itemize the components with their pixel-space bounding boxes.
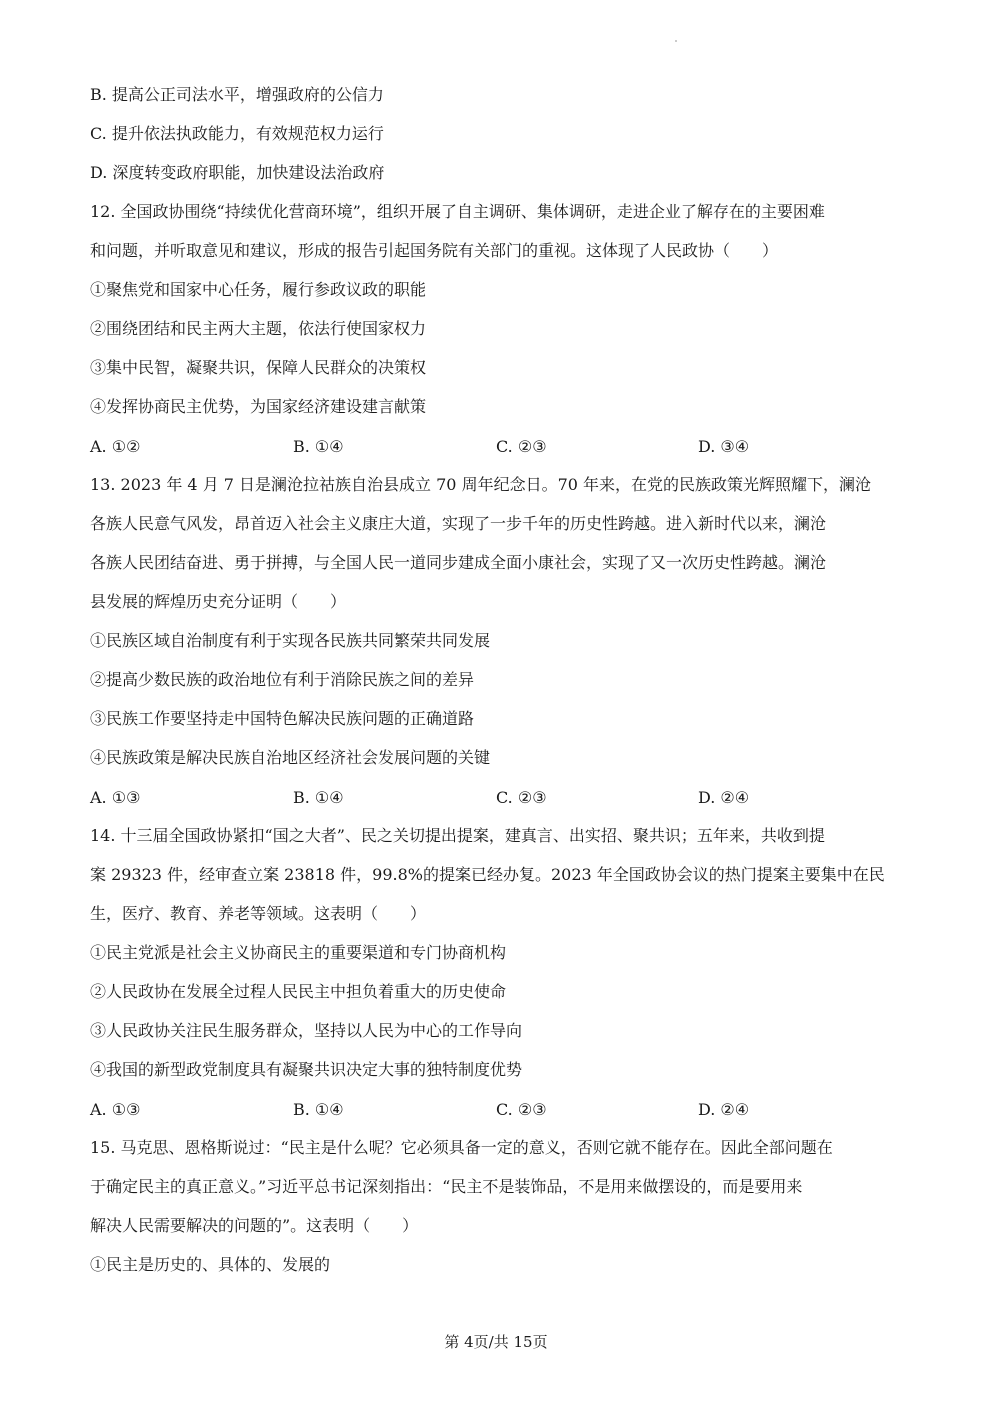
q14-choice-d[interactable]: D. ②④ bbox=[698, 1100, 750, 1119]
q13-stem-line: 县发展的辉煌历史充分证明（ ） bbox=[90, 592, 347, 611]
q14-statement: ①民主党派是社会主义协商民主的重要渠道和专门协商机构 bbox=[90, 943, 507, 962]
q13-choice-a[interactable]: A. ①③ bbox=[90, 788, 141, 807]
q13-choice-b[interactable]: B. ①④ bbox=[293, 788, 344, 807]
q12-statement: ①聚焦党和国家中心任务，履行参政议政的职能 bbox=[90, 280, 427, 299]
q13-stem-line: 各族人民团结奋进、勇于拼搏，与全国人民一道同步建成全面小康社会，实现了又一次历史性跨越。澜沧 bbox=[90, 553, 827, 572]
q12-choice-c[interactable]: C. ②③ bbox=[496, 437, 547, 456]
q14-stem-line: 生，医疗、教育、养老等领域。这表明（ ） bbox=[90, 904, 427, 923]
q12-stem-line: 和问题，并听取意见和建议，形成的报告引起国务院有关部门的重视。这体现了人民政协（ ） bbox=[90, 241, 779, 260]
q12-statement: ②围绕团结和民主两大主题，依法行使国家权力 bbox=[90, 319, 427, 338]
q11-option-c: C. 提升依法执政能力，有效规范权力运行 bbox=[90, 124, 384, 143]
q14-statement: ③人民政协关注民生服务群众，坚持以人民为中心的工作导向 bbox=[90, 1021, 523, 1040]
q13-stem-line: 13. 2023 年 4 月 7 日是澜沧拉祜族自治县成立 70 周年纪念日。70 年来，在党的民族政策光辉照耀下，澜沧 bbox=[90, 475, 872, 494]
q12-choice-a[interactable]: A. ①② bbox=[90, 437, 141, 456]
q12-choice-d[interactable]: D. ③④ bbox=[698, 437, 750, 456]
q13-choice-c[interactable]: C. ②③ bbox=[496, 788, 547, 807]
q13-statement: ②提高少数民族的政治地位有利于消除民族之间的差异 bbox=[90, 670, 475, 689]
q14-stem-line: 14. 十三届全国政协紧扣“国之大者”、民之关切提出提案，建真言、出实招、聚共识；五年来，共收到提 bbox=[90, 826, 825, 845]
page-number: 第 4页/共 15页 bbox=[444, 1333, 548, 1351]
q15-stem-line: 15. 马克思、恩格斯说过：“民主是什么呢？它必须具备一定的意义，否则它就不能存在。因此全部问题在 bbox=[90, 1138, 833, 1157]
q14-statement: ②人民政协在发展全过程人民民主中担负着重大的历史使命 bbox=[90, 982, 507, 1001]
q15-stem-line: 于确定民主的真正意义。”习近平总书记深刻指出：“民主不是装饰品，不是用来做摆设的，而是要用来 bbox=[90, 1177, 803, 1196]
q14-choice-c[interactable]: C. ②③ bbox=[496, 1100, 547, 1119]
q12-stem-line: 12. 全国政协围绕“持续优化营商环境”，组织开展了自主调研、集体调研，走进企业了解存在的主要困难 bbox=[90, 202, 825, 221]
q13-statement: ③民族工作要坚持走中国特色解决民族问题的正确道路 bbox=[90, 709, 475, 728]
q11-option-b: B. 提高公正司法水平，增强政府的公信力 bbox=[90, 85, 384, 104]
q14-choice-b[interactable]: B. ①④ bbox=[293, 1100, 344, 1119]
q14-choice-a[interactable]: A. ①③ bbox=[90, 1100, 141, 1119]
q15-statement: ①民主是历史的、具体的、发展的 bbox=[90, 1255, 331, 1274]
q15-stem-line: 解决人民需要解决的问题的”。这表明（ ） bbox=[90, 1216, 419, 1235]
q14-stem-line: 案 29323 件，经审查立案 23818 件，99.8%的提案已经办复。2023 年全国政协会议的热门提案主要集中在民 bbox=[90, 865, 885, 884]
q13-statement: ④民族政策是解决民族自治地区经济社会发展问题的关键 bbox=[90, 748, 491, 767]
scan-speck bbox=[675, 40, 677, 42]
q12-statement: ④发挥协商民主优势，为国家经济建设建言献策 bbox=[90, 397, 427, 416]
q12-choice-b[interactable]: B. ①④ bbox=[293, 437, 344, 456]
q13-statement: ①民族区域自治制度有利于实现各民族共同繁荣共同发展 bbox=[90, 631, 491, 650]
q13-choice-d[interactable]: D. ②④ bbox=[698, 788, 750, 807]
q12-statement: ③集中民智，凝聚共识，保障人民群众的决策权 bbox=[90, 358, 427, 377]
q11-option-d: D. 深度转变政府职能，加快建设法治政府 bbox=[90, 163, 385, 182]
q14-statement: ④我国的新型政党制度具有凝聚共识决定大事的独特制度优势 bbox=[90, 1060, 523, 1079]
q13-stem-line: 各族人民意气风发，昂首迈入社会主义康庄大道，实现了一步千年的历史性跨越。进入新时代以来，澜沧 bbox=[90, 514, 827, 533]
